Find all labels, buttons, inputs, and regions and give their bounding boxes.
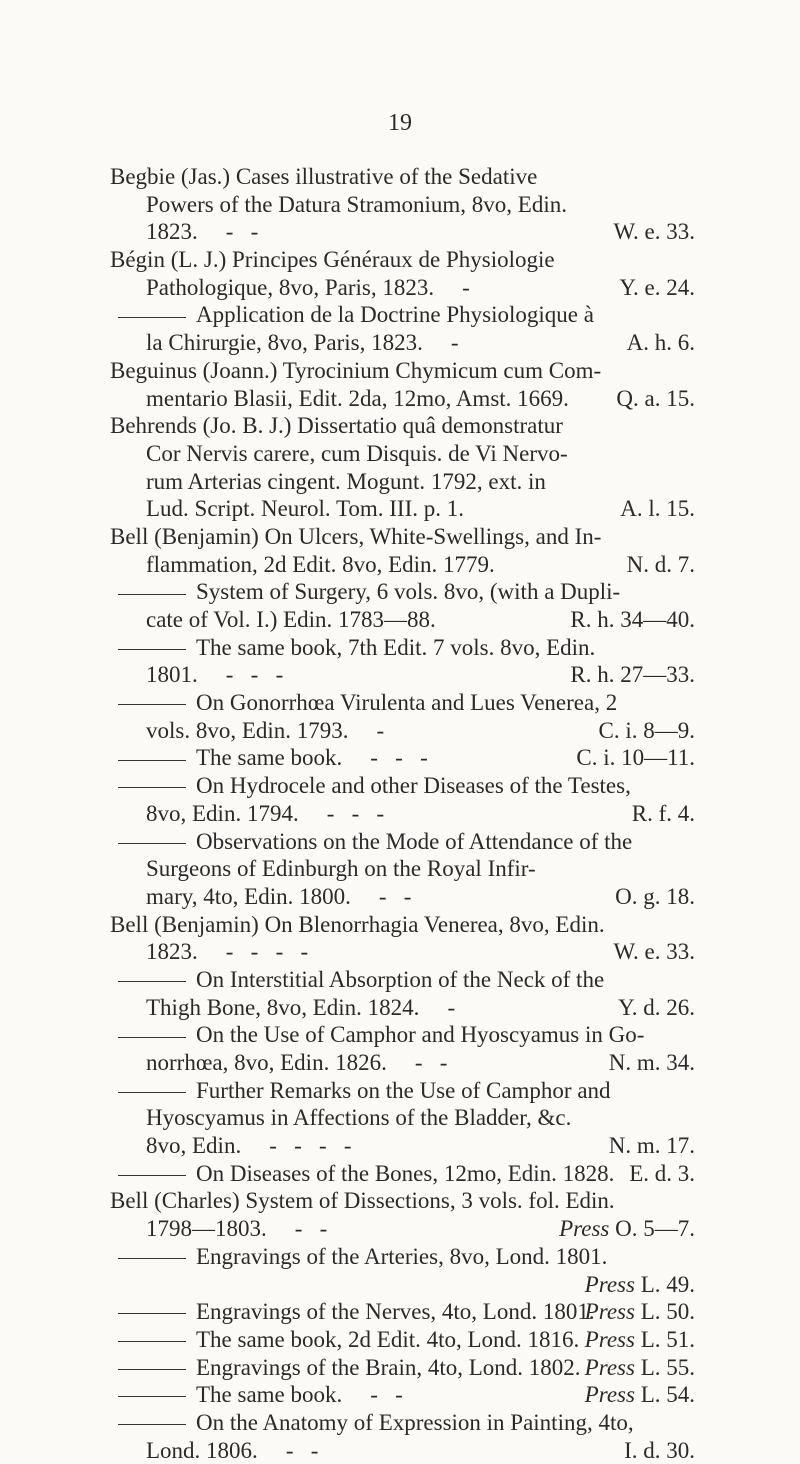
leader-dashes: - - - [326,800,385,826]
shelf-mark: N. d. 7. [626,551,695,577]
catalogue-line [110,772,695,800]
entry-text: Engravings of the Brain, 4to, Lond. 1802. [196,1354,581,1380]
catalogue-line [110,329,695,357]
catalogue-line [110,246,695,274]
ditto-dash [118,317,186,318]
catalogue-line [110,274,695,302]
entry-text: Bégin (L. J.) Principes Généraux de Physiologie [110,247,555,273]
catalogue-line [110,661,695,689]
entry-text: System of Surgery, 6 vols. 8vo, (with a Dupli- [196,579,621,605]
ditto-dash [118,787,186,788]
catalogue-line [110,855,695,883]
shelf-mark: Y. e. 24. [619,274,695,300]
entry-text: On the Anatomy of Expression in Painting, 4to, [196,1409,634,1435]
catalogue-line [110,1160,695,1188]
entry-text: vols. 8vo, Edin. 1793. [146,717,349,743]
entry-text: The same book, 2d Edit. 4to, Lond. 1816. [196,1326,580,1352]
entry-text: The same book. [196,745,343,771]
catalogue-line [110,966,695,994]
shelf-mark: R. h. 34—40. [570,607,695,632]
catalogue-line [110,301,695,329]
entry-text: 8vo, Edin. [146,1133,242,1159]
shelf-mark: R. f. 4. [631,800,695,826]
catalogue-line [110,1077,695,1105]
shelf-mark: Press O. 5—7. [559,1216,695,1242]
leader-dashes: - [376,717,385,743]
catalogue-line [110,1437,695,1464]
leader-dashes: - - [294,1216,328,1242]
entry-text: Engravings of the Nerves, 4to, Lond. 1801. [196,1299,595,1325]
catalogue-line [110,191,695,219]
entry-text: 1801. [146,662,198,688]
catalogue-line [110,1298,695,1326]
catalogue-line [110,938,695,966]
entry-text: Begbie (Jas.) Cases illustrative of the Sedative [110,164,538,189]
shelf-mark: O. g. 18. [615,883,695,909]
entry-text: On Gonorrhœa Virulenta and Lues Venerea, 2 [196,690,618,716]
catalogue-line [110,606,695,634]
catalogue-line [110,495,695,523]
shelf-mark: C. i. 10—11. [576,745,695,771]
entry-text: Bell (Benjamin) On Ulcers, White-Swellings, and In- [110,523,602,549]
catalogue-line [110,578,695,606]
ditto-dash [118,1175,186,1176]
leader-dashes: - - - - [225,939,309,965]
catalogue-line [110,634,695,662]
ditto-dash [118,843,186,844]
catalogue-line [110,689,695,717]
entry-text: On Interstitial Absorption of the Neck of the [196,966,605,992]
shelf-mark: Press L. 49. [584,1271,695,1297]
catalogue-line [110,717,695,745]
shelf-mark: W. e. 33. [613,939,695,965]
entry-text: Hyoscyamus in Affections of the Bladder, &c. [146,1105,572,1131]
shelf-mark: E. d. 3. [629,1160,695,1186]
shelf-mark: Press L. 54. [584,1382,695,1408]
catalogue-line [110,911,695,939]
entry-text: The same book, 7th Edit. 7 vols. 8vo, Edin. [196,634,596,660]
catalogue-line [110,1187,695,1215]
catalogue-line [110,523,695,551]
catalogue-line [110,1049,695,1077]
entry-text: Engravings of the Arteries, 8vo, Lond. 1801. [196,1243,608,1269]
leader-dashes: - - - [370,745,428,771]
ditto-dash [118,1369,186,1370]
entry-text: Observations on the Mode of Attendance of the [196,828,633,854]
shelf-mark: Press L. 55. [584,1354,695,1380]
entry-text: cate of Vol. I.) Edin. 1783—88. [146,607,436,632]
entry-text: Lond. 1806. [146,1437,258,1463]
entry-text: Lud. Script. Neurol. Tom. III. p. 1. [146,496,465,522]
catalogue-line [110,1021,695,1049]
ditto-dash [118,1396,186,1397]
ditto-dash [118,649,186,650]
catalogue-line [110,218,695,246]
ditto-dash [118,1424,186,1425]
entry-text: flammation, 2d Edit. 8vo, Edin. 1779. [146,551,495,577]
catalogue-line [110,357,695,385]
catalogue-line [110,1326,695,1354]
shelf-mark: W. e. 33. [613,219,695,245]
ditto-dash [118,760,186,761]
catalogue-entries [110,163,695,1464]
shelf-mark: A. l. 15. [620,496,695,522]
entry-text: On Hydrocele and other Diseases of the Testes, [196,773,631,799]
entry-text: The same book. [196,1382,343,1408]
entry-text: mary, 4to, Edin. 1800. [146,883,351,909]
ditto-dash [118,1092,186,1093]
catalogue-line [110,1381,695,1409]
catalogue-line [110,468,695,496]
catalogue-line [110,440,695,468]
entry-text: Bell (Benjamin) On Blenorrhagia Venerea, 8vo, Edin. [110,911,605,937]
shelf-mark: Press L. 50. [584,1299,695,1325]
catalogue-line [110,800,695,828]
entry-text: norrhœa, 8vo, Edin. 1826. [146,1050,387,1075]
catalogue-line [110,1215,695,1243]
catalogue-line [110,744,695,772]
catalogue-line [110,1354,695,1382]
ditto-dash [118,704,186,705]
leader-dashes: - [447,994,456,1020]
leader-dashes: - - - - [269,1133,352,1159]
entry-text: Thigh Bone, 8vo, Edin. 1824. [146,994,420,1020]
entry-text: Bell (Charles) System of Dissections, 3 vols. fol. Edin. [110,1188,615,1214]
shelf-mark: N. m. 34. [608,1050,695,1075]
leader-dashes: - [450,330,459,356]
entry-text: Powers of the Datura Stramonium, 8vo, Edin. [146,191,567,217]
ditto-dash [118,1258,186,1259]
catalogue-line [110,883,695,911]
entry-text: Application de la Doctrine Physiologique à [196,302,594,328]
catalogue-line [110,1409,695,1437]
catalogue-line [110,385,695,413]
catalogue-line [110,1243,695,1271]
leader-dashes: - [462,274,470,300]
entry-text: On Diseases of the Bones, 12mo, Edin. 1828. [196,1160,615,1186]
catalogue-line [110,1132,695,1160]
shelf-mark: R. h. 27—33. [570,662,695,688]
entry-text: Further Remarks on the Use of Camphor and [196,1077,611,1103]
entry-text: 8vo, Edin. 1794. [146,800,299,826]
ditto-dash [118,1341,186,1342]
catalogue-line [110,828,695,856]
entry-text: On the Use of Camphor and Hyoscyamus in Go- [196,1022,645,1048]
page-number: 19 [388,110,412,136]
entry-text: rum Arterias cingent. Mogunt. 1792, ext. in [146,468,546,494]
catalogue-line [110,551,695,579]
entry-text: 1823. [146,939,198,965]
shelf-mark: I. d. 30. [624,1437,695,1463]
ditto-dash [118,594,186,595]
leader-dashes: - - [225,219,259,245]
catalogue-line [110,163,695,191]
leader-dashes: - - [285,1437,319,1463]
entry-text: Pathologique, 8vo, Paris, 1823. [146,274,435,300]
catalogue-line [110,1104,695,1132]
catalogue-line [110,994,695,1022]
entry-text: 1823. [146,219,198,245]
entry-text: 1798—1803. [146,1216,267,1242]
shelf-mark: Press L. 51. [584,1326,695,1352]
shelf-mark: A. h. 6. [626,330,695,356]
shelf-mark: N. m. 17. [608,1133,695,1159]
leader-dashes: - - [378,883,412,909]
entry-text: mentario Blasii, Edit. 2da, 12mo, Amst. 1669. [146,385,569,411]
leader-dashes: - - - [225,662,284,688]
catalogue-line [110,1271,695,1299]
entry-text: Surgeons of Edinburgh on the Royal Infir- [146,856,536,882]
entry-text: la Chirurgie, 8vo, Paris, 1823. [146,330,423,356]
shelf-mark: Y. d. 26. [618,994,695,1020]
ditto-dash [118,1037,186,1038]
catalogue-line [110,412,695,440]
entry-text: Beguinus (Joann.) Tyrocinium Chymicum cum Com- [110,357,602,383]
leader-dashes: - - [414,1050,448,1075]
shelf-mark: Q. a. 15. [616,385,695,411]
ditto-dash [118,981,186,982]
shelf-mark: C. i. 8—9. [598,717,695,743]
ditto-dash [118,1313,186,1314]
entry-text: Cor Nervis carere, cum Disquis. de Vi Nervo- [146,440,568,466]
entry-text: Behrends (Jo. B. J.) Dissertatio quâ demonstratur [110,413,563,439]
leader-dashes: - - [370,1382,403,1408]
